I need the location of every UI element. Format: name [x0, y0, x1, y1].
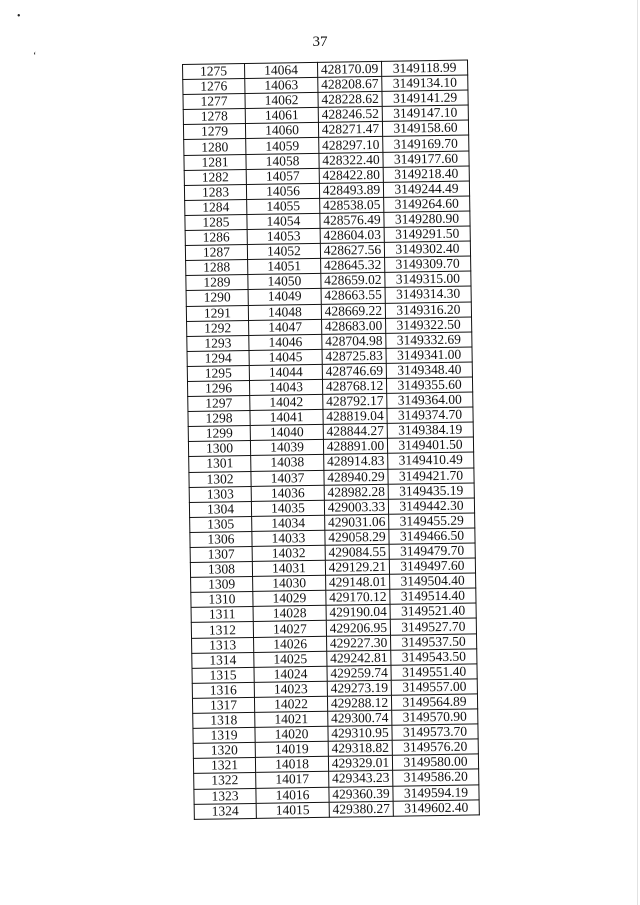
source-number-cell: 14061: [245, 108, 318, 124]
coordinates-table: [182, 60, 480, 820]
y-coordinate-cell: 3149264.60: [384, 196, 470, 212]
source-number-cell: 14038: [251, 455, 324, 471]
x-coordinate-cell: 428422.80: [319, 167, 383, 183]
x-coordinate-cell: 428604.03: [320, 227, 384, 243]
y-coordinate-cell: 3149322.50: [386, 317, 472, 333]
x-coordinate-cell: 429084.55: [325, 544, 389, 560]
x-coordinate-cell: 428493.89: [319, 182, 383, 198]
x-coordinate-cell: 428819.04: [323, 408, 387, 424]
source-number-cell: 14028: [253, 606, 326, 622]
source-number-cell: 14040: [250, 425, 323, 441]
x-coordinate-cell: 429329.01: [328, 756, 392, 772]
y-coordinate-cell: 3149564.89: [391, 694, 477, 710]
source-number-cell: 14060: [245, 123, 318, 139]
source-number-cell: 14026: [254, 636, 327, 652]
x-coordinate-cell: 428645.32: [321, 258, 385, 274]
y-coordinate-cell: 3149314.30: [385, 286, 471, 302]
point-number-cell: 1324: [194, 803, 256, 819]
x-coordinate-cell: 428982.28: [324, 484, 388, 500]
source-number-cell: 14054: [247, 213, 320, 229]
point-number-cell: 1298: [188, 411, 250, 427]
point-number-cell: 1317: [192, 697, 254, 713]
source-number-cell: 14016: [256, 787, 329, 803]
point-number-cell: 1291: [186, 305, 248, 321]
point-number-cell: 1312: [191, 622, 253, 638]
source-number-cell: 14015: [256, 802, 329, 818]
x-coordinate-cell: 428170.09: [317, 61, 381, 77]
y-coordinate-cell: 3149158.60: [382, 120, 468, 136]
y-coordinate-cell: 3149576.20: [392, 739, 478, 755]
coordinates-table-wrapper: [182, 60, 480, 820]
y-coordinate-cell: 3149543.50: [391, 649, 477, 665]
y-coordinate-cell: 3149594.19: [393, 784, 479, 800]
y-coordinate-cell: 3149341.00: [386, 347, 472, 363]
x-coordinate-cell: 429148.01: [326, 574, 390, 590]
y-coordinate-cell: 3149551.40: [391, 664, 477, 680]
x-coordinate-cell: 429259.74: [327, 665, 391, 681]
source-number-cell: 14024: [254, 666, 327, 682]
x-coordinate-cell: 428725.83: [322, 348, 386, 364]
point-number-cell: 1283: [184, 184, 246, 200]
source-number-cell: 14034: [252, 515, 325, 531]
point-number-cell: 1304: [189, 501, 251, 517]
source-number-cell: 14052: [247, 243, 320, 259]
source-number-cell: 14050: [248, 274, 321, 290]
point-number-cell: 1285: [185, 214, 247, 230]
y-coordinate-cell: 3149374.70: [387, 407, 473, 423]
x-coordinate-cell: 428297.10: [319, 137, 383, 153]
y-coordinate-cell: 3149455.29: [389, 513, 475, 529]
source-number-cell: 14039: [250, 440, 323, 456]
x-coordinate-cell: 429318.82: [328, 741, 392, 757]
x-coordinate-cell: 428322.40: [319, 152, 383, 168]
x-coordinate-cell: 429360.39: [329, 786, 393, 802]
point-number-cell: 1299: [188, 426, 250, 442]
source-number-cell: 14047: [249, 319, 322, 335]
x-coordinate-cell: 428663.55: [321, 288, 385, 304]
source-number-cell: 14035: [251, 500, 324, 516]
y-coordinate-cell: 3149134.10: [382, 75, 468, 91]
point-number-cell: 1308: [190, 562, 252, 578]
y-coordinate-cell: 3149602.40: [393, 800, 479, 816]
source-number-cell: 14055: [247, 198, 320, 214]
source-number-cell: 14037: [251, 470, 324, 486]
y-coordinate-cell: 3149466.50: [389, 528, 475, 544]
source-number-cell: 14041: [250, 409, 323, 425]
source-number-cell: 14053: [247, 228, 320, 244]
source-number-cell: 14058: [246, 153, 319, 169]
point-number-cell: 1315: [192, 667, 254, 683]
y-coordinate-cell: 3149586.20: [393, 769, 479, 785]
x-coordinate-cell: 429310.95: [328, 725, 392, 741]
y-coordinate-cell: 3149177.60: [383, 151, 469, 167]
table-row: [194, 800, 479, 820]
point-number-cell: 1321: [193, 758, 255, 774]
x-coordinate-cell: 429170.12: [326, 590, 390, 606]
point-number-cell: 1281: [184, 154, 246, 170]
point-number-cell: 1290: [186, 290, 248, 306]
x-coordinate-cell: 428669.22: [321, 303, 385, 319]
y-coordinate-cell: 3149316.20: [385, 301, 471, 317]
x-coordinate-cell: 429129.21: [325, 559, 389, 575]
source-number-cell: 14059: [246, 138, 319, 154]
source-number-cell: 14045: [249, 349, 322, 365]
x-coordinate-cell: 429190.04: [326, 605, 390, 621]
x-coordinate-cell: 428228.62: [318, 92, 382, 108]
source-number-cell: 14021: [255, 711, 328, 727]
y-coordinate-cell: 3149309.70: [385, 256, 471, 272]
y-coordinate-cell: 3149315.00: [385, 271, 471, 287]
y-coordinate-cell: 3149280.90: [384, 211, 470, 227]
point-number-cell: 1320: [193, 743, 255, 759]
source-number-cell: 14044: [249, 364, 322, 380]
point-number-cell: 1287: [185, 245, 247, 261]
y-coordinate-cell: 3149364.00: [387, 392, 473, 408]
point-number-cell: 1309: [191, 577, 253, 593]
source-number-cell: 14031: [252, 560, 325, 576]
x-coordinate-cell: 428844.27: [323, 424, 387, 440]
source-number-cell: 14032: [252, 545, 325, 561]
point-number-cell: 1282: [184, 169, 246, 185]
point-number-cell: 1284: [185, 199, 247, 215]
source-number-cell: 14036: [251, 485, 324, 501]
x-coordinate-cell: 428538.05: [320, 197, 384, 213]
y-coordinate-cell: 3149141.29: [382, 90, 468, 106]
y-coordinate-cell: 3149332.69: [386, 332, 472, 348]
source-number-cell: 14020: [255, 726, 328, 742]
y-coordinate-cell: 3149118.99: [381, 60, 467, 76]
source-number-cell: 14019: [255, 742, 328, 758]
point-number-cell: 1313: [192, 637, 254, 653]
point-number-cell: 1280: [184, 139, 246, 155]
y-coordinate-cell: 3149218.40: [383, 166, 469, 182]
source-number-cell: 14048: [248, 304, 321, 320]
point-number-cell: 1303: [189, 486, 251, 502]
source-number-cell: 14022: [254, 696, 327, 712]
x-coordinate-cell: 428246.52: [318, 107, 382, 123]
source-number-cell: 14049: [248, 289, 321, 305]
y-coordinate-cell: 3149291.50: [384, 226, 470, 242]
x-coordinate-cell: 428208.67: [318, 76, 382, 92]
point-number-cell: 1277: [183, 94, 245, 110]
point-number-cell: 1279: [183, 124, 245, 140]
x-coordinate-cell: 429227.30: [327, 635, 391, 651]
point-number-cell: 1296: [187, 380, 249, 396]
y-coordinate-cell: 3149435.19: [388, 483, 474, 499]
point-number-cell: 1295: [187, 365, 249, 381]
y-coordinate-cell: 3149514.40: [390, 588, 476, 604]
point-number-cell: 1307: [190, 546, 252, 562]
y-coordinate-cell: 3149573.70: [392, 724, 478, 740]
point-number-cell: 1305: [190, 516, 252, 532]
point-number-cell: 1318: [193, 712, 255, 728]
point-number-cell: 1311: [191, 607, 253, 623]
y-coordinate-cell: 3149384.19: [387, 422, 473, 438]
x-coordinate-cell: 429206.95: [326, 620, 390, 636]
source-number-cell: 14033: [252, 530, 325, 546]
source-number-cell: 14042: [250, 394, 323, 410]
page-edge: [637, 0, 638, 905]
y-coordinate-cell: 3149348.40: [386, 362, 472, 378]
source-number-cell: 14046: [249, 334, 322, 350]
x-coordinate-cell: 429380.27: [329, 801, 393, 817]
y-coordinate-cell: 3149521.40: [390, 603, 476, 619]
y-coordinate-cell: 3149302.40: [384, 241, 470, 257]
x-coordinate-cell: 428914.83: [324, 454, 388, 470]
x-coordinate-cell: 428627.56: [320, 242, 384, 258]
x-coordinate-cell: 429242.81: [327, 650, 391, 666]
scan-mark: •: [17, 11, 21, 22]
x-coordinate-cell: 428792.17: [323, 393, 387, 409]
point-number-cell: 1288: [186, 260, 248, 276]
y-coordinate-cell: 3149557.00: [391, 679, 477, 695]
source-number-cell: 14023: [254, 681, 327, 697]
source-number-cell: 14056: [246, 183, 319, 199]
point-number-cell: 1293: [187, 335, 249, 351]
y-coordinate-cell: 3149504.40: [390, 573, 476, 589]
y-coordinate-cell: 3149442.30: [388, 498, 474, 514]
y-coordinate-cell: 3149421.70: [388, 467, 474, 483]
source-number-cell: 14029: [253, 591, 326, 607]
x-coordinate-cell: 428576.49: [320, 212, 384, 228]
x-coordinate-cell: 428704.98: [322, 333, 386, 349]
y-coordinate-cell: 3149244.49: [383, 181, 469, 197]
point-number-cell: 1289: [186, 275, 248, 291]
point-number-cell: 1278: [183, 109, 245, 125]
x-coordinate-cell: 428271.47: [318, 122, 382, 138]
table-body: [183, 60, 480, 819]
source-number-cell: 14025: [254, 651, 327, 667]
point-number-cell: 1294: [187, 350, 249, 366]
scan-mark: ‘: [33, 51, 37, 62]
source-number-cell: 14051: [248, 259, 321, 275]
y-coordinate-cell: 3149497.60: [389, 558, 475, 574]
y-coordinate-cell: 3149527.70: [390, 618, 476, 634]
point-number-cell: 1316: [192, 682, 254, 698]
source-number-cell: 14064: [245, 62, 318, 78]
y-coordinate-cell: 3149169.70: [383, 135, 469, 151]
point-number-cell: 1301: [189, 456, 251, 472]
x-coordinate-cell: 428659.02: [321, 273, 385, 289]
source-number-cell: 14017: [256, 772, 329, 788]
x-coordinate-cell: 429003.33: [324, 499, 388, 515]
x-coordinate-cell: 429343.23: [329, 771, 393, 787]
x-coordinate-cell: 429300.74: [328, 710, 392, 726]
x-coordinate-cell: 428683.00: [322, 318, 386, 334]
point-number-cell: 1276: [183, 79, 245, 95]
y-coordinate-cell: 3149537.50: [390, 634, 476, 650]
point-number-cell: 1300: [188, 441, 250, 457]
source-number-cell: 14063: [245, 77, 318, 93]
x-coordinate-cell: 428768.12: [322, 378, 386, 394]
point-number-cell: 1302: [189, 471, 251, 487]
source-number-cell: 14018: [255, 757, 328, 773]
page-number: 37: [312, 34, 328, 50]
x-coordinate-cell: 429288.12: [327, 695, 391, 711]
source-number-cell: 14027: [253, 621, 326, 637]
x-coordinate-cell: 429273.19: [327, 680, 391, 696]
x-coordinate-cell: 428746.69: [322, 363, 386, 379]
y-coordinate-cell: 3149479.70: [389, 543, 475, 559]
point-number-cell: 1306: [190, 531, 252, 547]
y-coordinate-cell: 3149580.00: [392, 754, 478, 770]
point-number-cell: 1314: [192, 652, 254, 668]
x-coordinate-cell: 429031.06: [325, 514, 389, 530]
x-coordinate-cell: 429058.29: [325, 529, 389, 545]
point-number-cell: 1286: [185, 230, 247, 246]
point-number-cell: 1310: [191, 592, 253, 608]
source-number-cell: 14062: [245, 93, 318, 109]
point-number-cell: 1297: [188, 396, 250, 412]
y-coordinate-cell: 3149410.49: [388, 452, 474, 468]
point-number-cell: 1322: [194, 773, 256, 789]
y-coordinate-cell: 3149355.60: [386, 377, 472, 393]
point-number-cell: 1323: [194, 788, 256, 804]
source-number-cell: 14043: [249, 379, 322, 395]
point-number-cell: 1292: [187, 320, 249, 336]
y-coordinate-cell: 3149401.50: [387, 437, 473, 453]
x-coordinate-cell: 428891.00: [323, 439, 387, 455]
y-coordinate-cell: 3149570.90: [392, 709, 478, 725]
source-number-cell: 14057: [246, 168, 319, 184]
x-coordinate-cell: 428940.29: [324, 469, 388, 485]
source-number-cell: 14030: [253, 575, 326, 591]
point-number-cell: 1275: [183, 64, 245, 80]
point-number-cell: 1319: [193, 728, 255, 744]
y-coordinate-cell: 3149147.10: [382, 105, 468, 121]
